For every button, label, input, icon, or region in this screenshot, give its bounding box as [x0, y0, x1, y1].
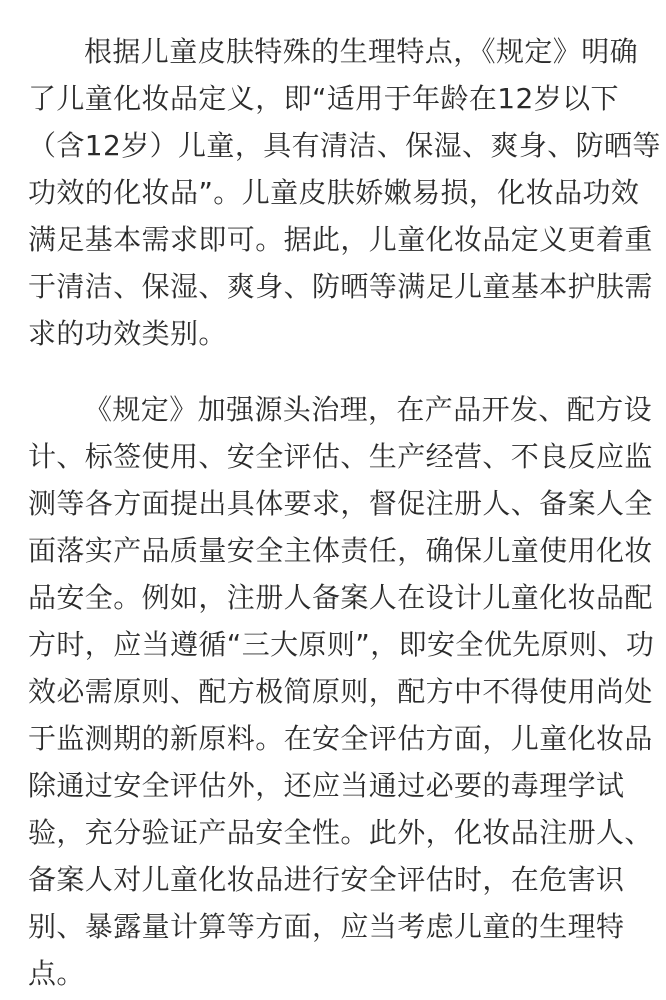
text-line: 《规定》加强源头治理，在产品开发、配方设 [84, 393, 653, 426]
text-line: 方时，应当遵循“三大原则”，即安全优先原则、功 [28, 628, 655, 661]
text-line: 于监测期的新原料。在安全评估方面，儿童化妆品 [28, 722, 653, 755]
text-line: 测等各方面提出具体要求，督促注册人、备案人全 [28, 487, 653, 520]
text-line: （含12岁）儿童，具有清洁、保湿、爽身、防晒等 [28, 129, 661, 162]
paragraph-definition [28, 28, 661, 357]
text-line: 求的功效类别。 [28, 317, 227, 350]
text-line: 除通过安全评估外，还应当通过必要的毒理学试 [28, 769, 625, 802]
text-line: 功效的化妆品”。儿童皮肤娇嫩易损，化妆品功效 [28, 176, 640, 209]
text-line: 根据儿童皮肤特殊的生理特点，《规定》明确 [84, 35, 639, 68]
text-line: 别、暴露量计算等方面，应当考虑儿童的生理特 [28, 910, 625, 943]
text-line: 备案人对儿童化妆品进行安全评估时，在危害识 [28, 863, 625, 896]
text-line: 品安全。例如，注册人备案人在设计儿童化妆品配 [28, 581, 653, 614]
text-line: 计、标签使用、安全评估、生产经营、不良反应监 [28, 440, 653, 473]
text-line: 于清洁、保湿、爽身、防晒等满足儿童基本护肤需 [28, 270, 653, 303]
text-line: 效必需原则、配方极简原则，配方中不得使用尚处 [28, 675, 653, 708]
text-line: 了儿童化妆品定义，即“适用于年龄在12岁以下 [28, 82, 619, 115]
paragraph-source-governance [28, 386, 655, 997]
text-line: 验，充分验证产品安全性。此外，化妆品注册人、 [28, 816, 653, 849]
text-line: 满足基本需求即可。据此，儿童化妆品定义更着重 [28, 223, 653, 256]
text-line: 点。 [28, 957, 85, 990]
text-line: 面落实产品质量安全主体责任，确保儿童使用化妆 [28, 534, 653, 567]
